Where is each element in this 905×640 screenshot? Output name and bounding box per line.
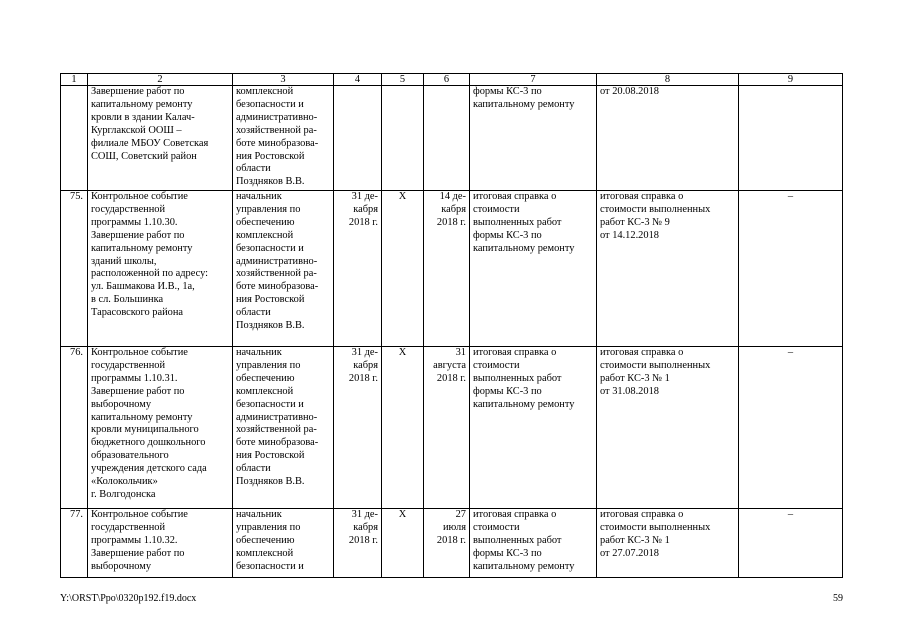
actual-document-cell: итоговая справка о стоимости выполненных работ КС-3 № 1 от 31.08.2018 bbox=[597, 347, 739, 509]
mark-cell bbox=[382, 86, 424, 191]
actual-date-cell bbox=[424, 86, 470, 191]
col-header-5: 5 bbox=[382, 74, 424, 86]
note-cell: – bbox=[739, 347, 843, 509]
table-row bbox=[61, 191, 843, 347]
table-header-row bbox=[61, 74, 843, 86]
col-header-8: 8 bbox=[597, 74, 739, 86]
event-cell: Контрольное событие государственной программы 1.10.30. Завершение работ по капитальному ремонту зданий школы, расположенной по адресу: ул. Башмакова И.В., 1а, в сл. Большинка Тарасовского района bbox=[88, 191, 233, 347]
table-row bbox=[61, 86, 843, 191]
col-header-6: 6 bbox=[424, 74, 470, 86]
row-number bbox=[61, 86, 88, 191]
responsible-cell: начальник управления по обеспечению комплексной безопасности и административно- хозяйственной ра- боте минобразова- ния Ростовской области Поздняков В.В. bbox=[233, 347, 334, 509]
planned-document-cell: итоговая справка о стоимости выполненных работ формы КС-3 по капитальному ремонту bbox=[470, 509, 597, 578]
planned-document-cell: итоговая справка о стоимости выполненных работ формы КС-3 по капитальному ремонту bbox=[470, 191, 597, 347]
col-header-9: 9 bbox=[739, 74, 843, 86]
actual-date-cell: 27 июля 2018 г. bbox=[424, 509, 470, 578]
responsible-cell: начальник управления по обеспечению комплексной безопасности и административно- хозяйственной ра- боте минобразова- ния Ростовской области Поздняков В.В. bbox=[233, 191, 334, 347]
note-cell: – bbox=[739, 509, 843, 578]
col-header-2: 2 bbox=[88, 74, 233, 86]
event-cell: Контрольное событие государственной программы 1.10.31. Завершение работ по выборочному капитальному ремонту кровли муниципального бюджетного дошкольного образовательного учреждения детского сада «Колокольчик» г. Волгодонска bbox=[88, 347, 233, 509]
note-cell bbox=[739, 86, 843, 191]
row-number: 75. bbox=[61, 191, 88, 347]
table-row bbox=[61, 347, 843, 509]
planned-document-cell: формы КС-3 по капитальному ремонту bbox=[470, 86, 597, 191]
planned-date-cell: 31 де- кабря 2018 г. bbox=[334, 347, 382, 509]
actual-date-cell: 31 августа 2018 г. bbox=[424, 347, 470, 509]
file-path-footer: Y:\ORST\Ppo\0320p192.f19.docx bbox=[60, 593, 197, 604]
row-number: 76. bbox=[61, 347, 88, 509]
event-cell: Завершение работ по капитальному ремонту кровли в здании Калач- Курглакской ООШ – филиале МБОУ Советская СОШ, Советский район bbox=[88, 86, 233, 191]
table-row bbox=[61, 509, 843, 578]
control-events-table bbox=[60, 73, 843, 578]
page-number: 59 bbox=[833, 593, 843, 604]
actual-date-cell: 14 де- кабря 2018 г. bbox=[424, 191, 470, 347]
planned-date-cell bbox=[334, 86, 382, 191]
planned-document-cell: итоговая справка о стоимости выполненных работ формы КС-3 по капитальному ремонту bbox=[470, 347, 597, 509]
actual-document-cell: итоговая справка о стоимости выполненных работ КС-3 № 9 от 14.12.2018 bbox=[597, 191, 739, 347]
mark-cell: Х bbox=[382, 347, 424, 509]
responsible-cell: начальник управления по обеспечению комплексной безопасности и bbox=[233, 509, 334, 578]
note-cell: – bbox=[739, 191, 843, 347]
actual-document-cell: итоговая справка о стоимости выполненных работ КС-3 № 1 от 27.07.2018 bbox=[597, 509, 739, 578]
mark-cell: Х bbox=[382, 191, 424, 347]
event-cell: Контрольное событие государственной программы 1.10.32. Завершение работ по выборочному bbox=[88, 509, 233, 578]
col-header-3: 3 bbox=[233, 74, 334, 86]
row-number: 77. bbox=[61, 509, 88, 578]
col-header-7: 7 bbox=[470, 74, 597, 86]
mark-cell: Х bbox=[382, 509, 424, 578]
responsible-cell: комплексной безопасности и административно- хозяйственной ра- боте минобразова- ния Ростовской области Поздняков В.В. bbox=[233, 86, 334, 191]
col-header-4: 4 bbox=[334, 74, 382, 86]
planned-date-cell: 31 де- кабря 2018 г. bbox=[334, 191, 382, 347]
actual-document-cell: от 20.08.2018 bbox=[597, 86, 739, 191]
planned-date-cell: 31 де- кабря 2018 г. bbox=[334, 509, 382, 578]
col-header-1: 1 bbox=[61, 74, 88, 86]
